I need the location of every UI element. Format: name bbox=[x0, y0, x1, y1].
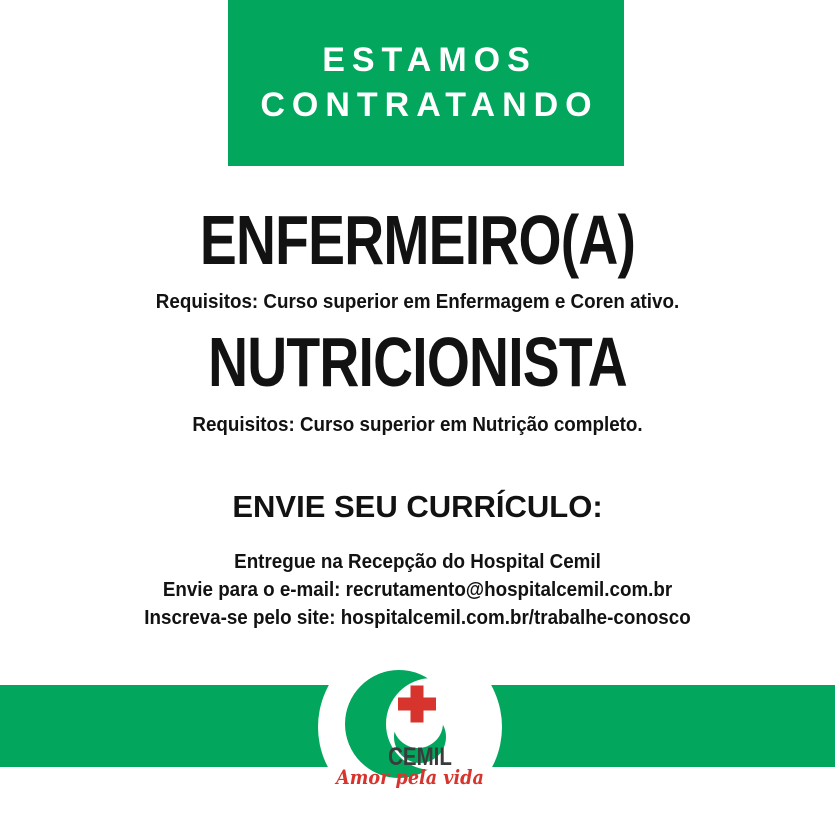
job-requirements-enfermeiro: Requisitos: Curso superior em Enfermagem e Coren ativo. bbox=[155, 291, 680, 313]
apply-heading: ENVIE SEU CURRÍCULO: bbox=[232, 489, 603, 524]
apply-line-email: Envie para o e-mail: recrutamento@hospitalcemil.com.br bbox=[162, 579, 673, 601]
logo-wordmark: CEMIL bbox=[388, 743, 452, 771]
apply-line-website: Inscreva-se pelo site: hospitalcemil.com.br/trabalhe-conosco bbox=[144, 607, 691, 629]
banner-line-2: CONTRATANDO bbox=[260, 86, 599, 124]
apply-instructions bbox=[25, 548, 810, 632]
job-requirements-nutricionista: Requisitos: Curso superior em Nutrição completo. bbox=[192, 414, 643, 436]
logo-tagline: Amor pela vida bbox=[336, 765, 484, 789]
job-title-nutricionista: NUTRICIONISTA bbox=[208, 323, 627, 401]
apply-line-reception: Entregue na Recepção do Hospital Cemil bbox=[234, 551, 601, 573]
job-title-enfermeiro: ENFERMEIRO(A) bbox=[199, 201, 636, 279]
banner-line-1: ESTAMOS bbox=[322, 41, 537, 79]
hiring-banner bbox=[228, 0, 624, 166]
